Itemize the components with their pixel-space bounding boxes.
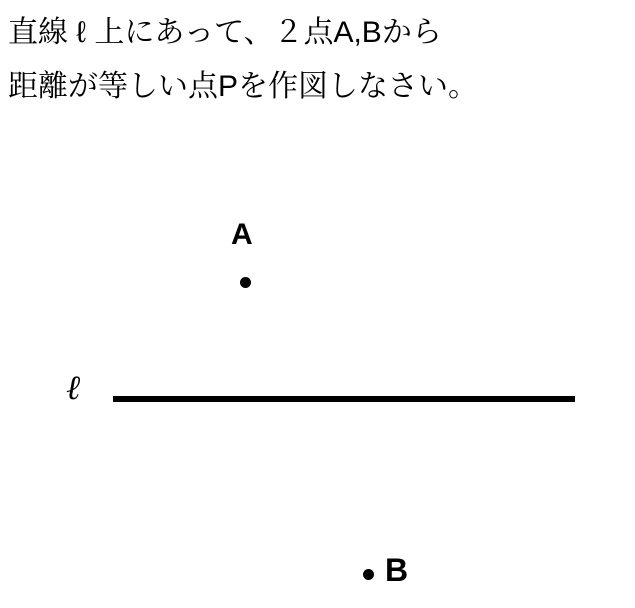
line-l-segment xyxy=(113,396,575,402)
problem-line-2: 距離が等しい点Pを作図しなさい。 xyxy=(8,70,479,103)
point-b-dot xyxy=(363,569,374,580)
point-b-label: B xyxy=(385,552,409,588)
problem-line-1: 直線 ℓ 上にあって、２点A,Bから xyxy=(8,16,442,49)
point-a-label: A xyxy=(231,218,253,251)
geometry-figure xyxy=(0,170,635,608)
problem-statement xyxy=(8,6,628,114)
line-l-label: ℓ xyxy=(66,370,81,407)
point-a-dot xyxy=(240,277,251,288)
